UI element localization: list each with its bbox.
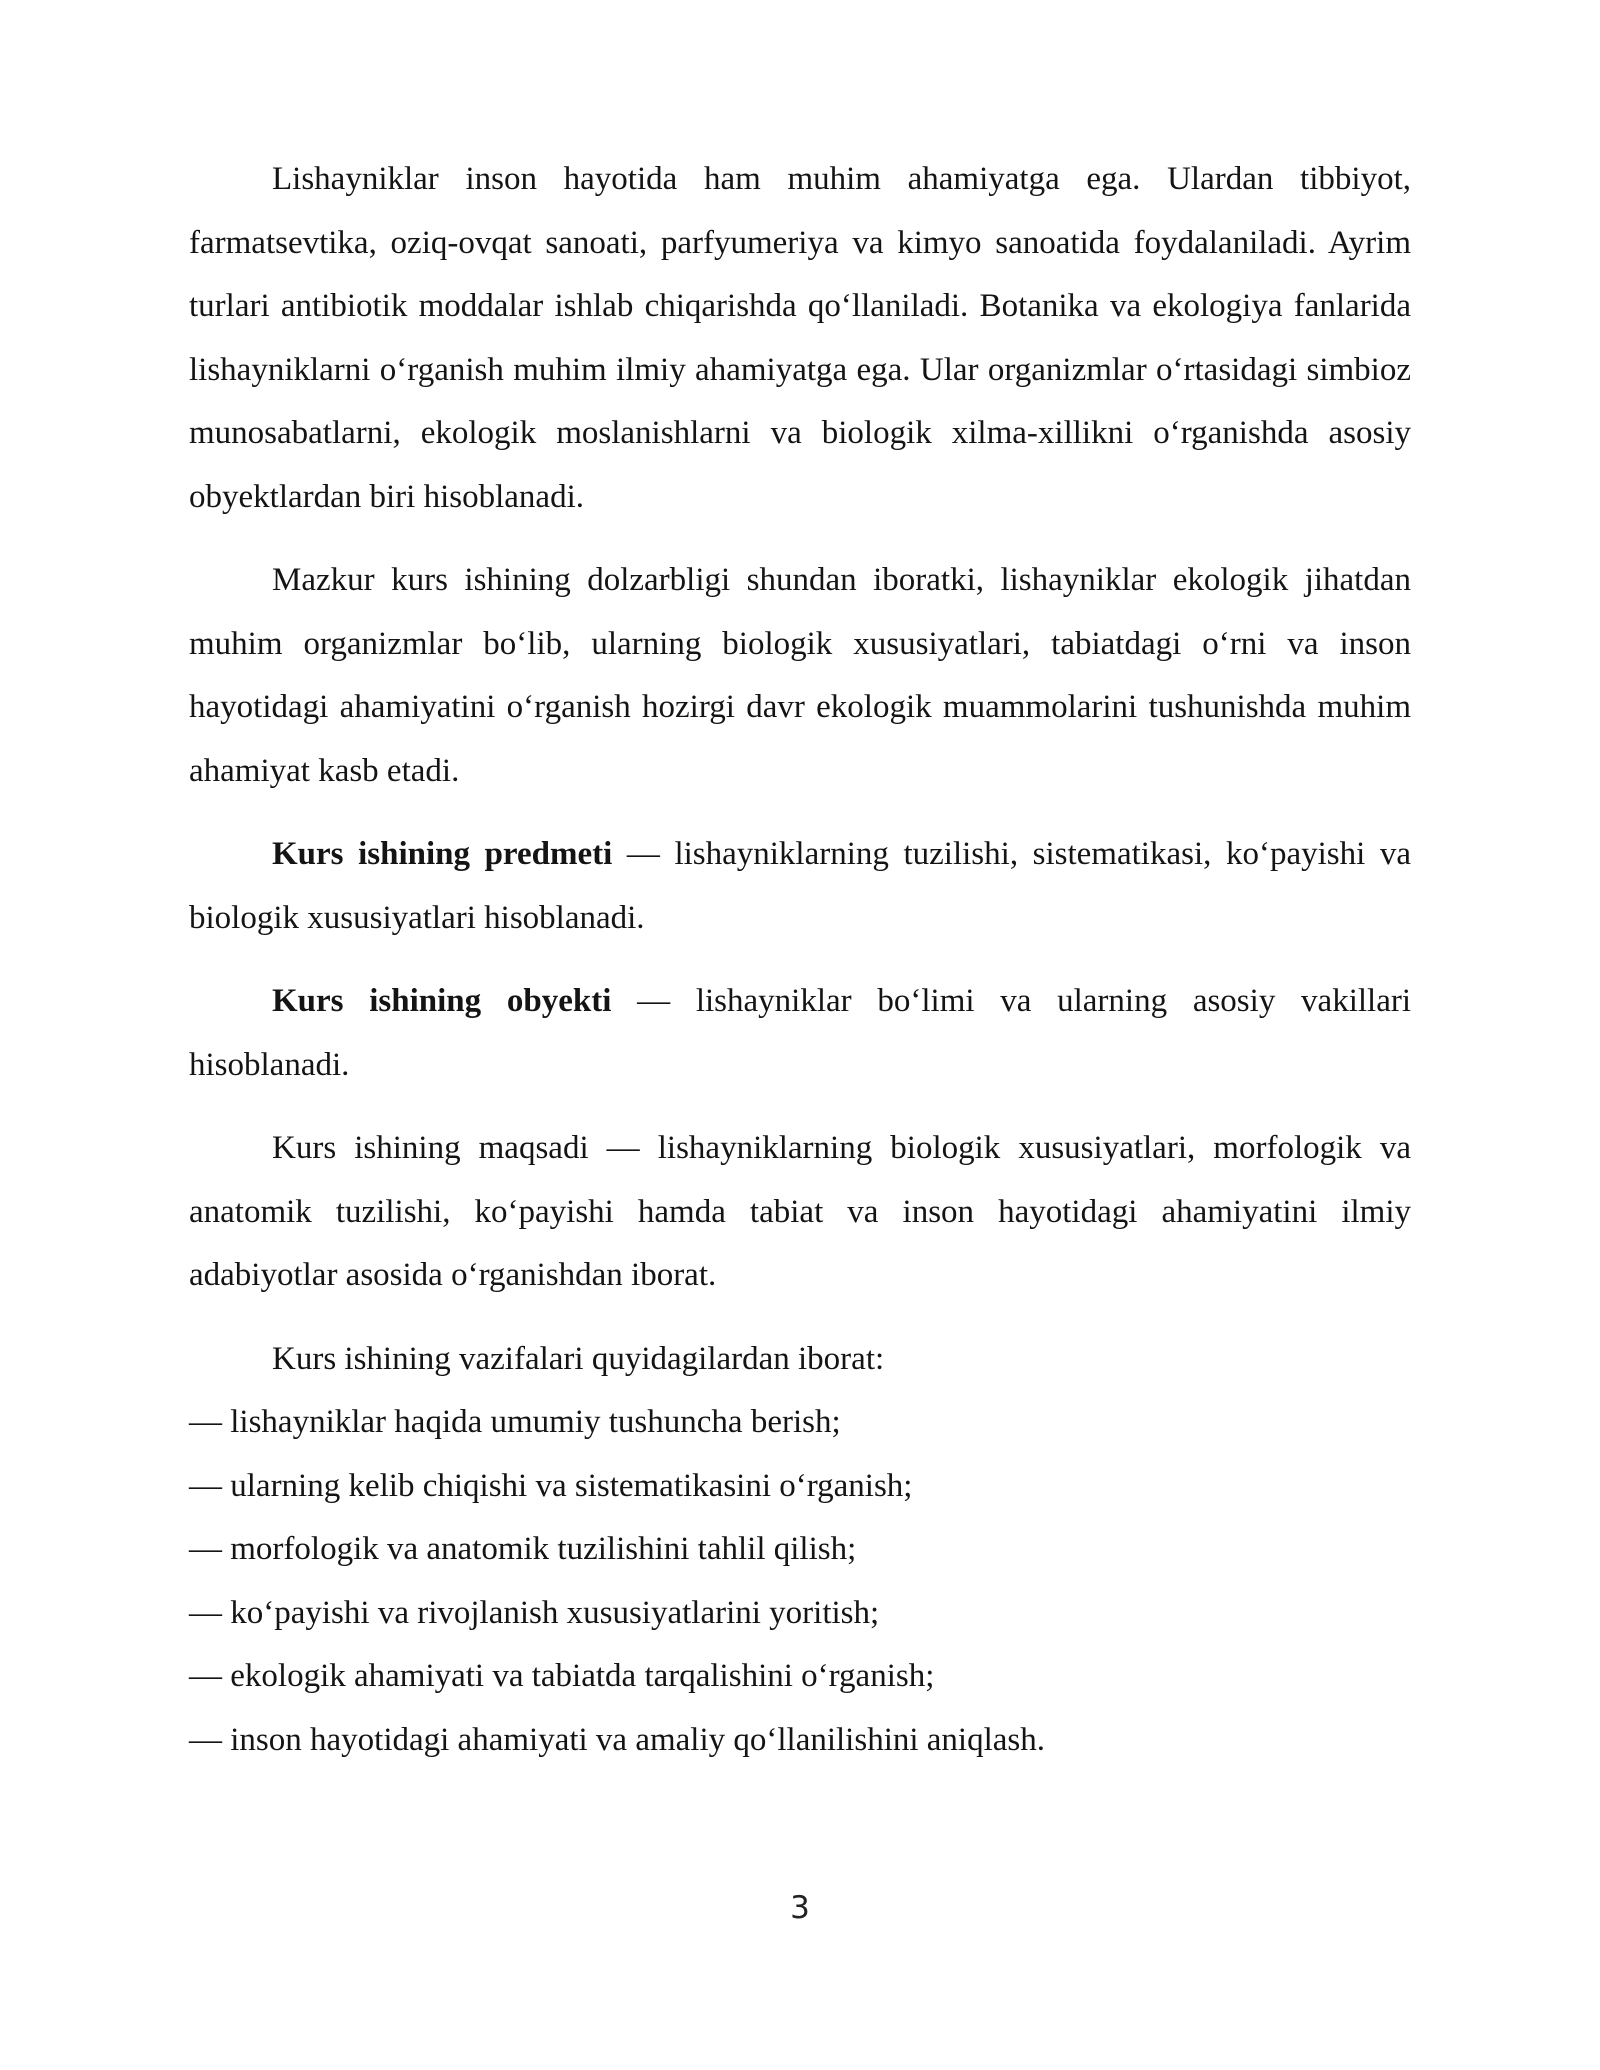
subject-text: — lishayniklarning tuzilishi, sistematikasi, ko‘payishi va biologik xususiyatlari hisoblanadi. [189,836,1411,936]
list-item: — ekologik ahamiyati va tabiatda tarqalishini o‘rganish; [189,1658,935,1694]
object-label: Kurs ishining obyekti [272,983,612,1019]
paragraph-relevance: Mazkur kurs ishining dolzarbligi shundan iboratki, lishayniklar ekologik jihatdan muhim organizmlar bo‘lib, ularning biologik xususiyatlari, tabiatdagi o‘rni va inson hayotidagi ahamiyatini o‘rganish hozirgi davr ekologik muammolarini tushunishda muhim ahamiyat kasb etadi. [189,562,1411,789]
page-body [189,148,1411,1772]
paragraph-object [189,970,1411,1097]
list-item: — ko‘payishi va rivojlanish xususiyatlarini yoritish; [189,1594,880,1631]
tasks-list [189,1391,1411,1772]
subject-label: Kurs ishining predmeti [272,836,613,872]
paragraph-goal: Kurs ishining maqsadi — lishayniklarning biologik xususiyatlari, morfologik va anatomik tuzilishi, ko‘payishi hamda tabiat va inson hayotidagi ahamiyatini ilmiy adabiyotlar asosida o‘rganishdan iborat. [189,1130,1411,1293]
tasks-intro: Kurs ishining vazifalari quyidagilardan iborat: [272,1340,885,1377]
page-number: 3 [790,1890,810,1926]
list-item: — inson hayotidagi ahamiyati va amaliy qo‘llanilishini aniqlash. [189,1721,1046,1758]
list-item: — lishayniklar haqida umumiy tushuncha berish; [189,1404,841,1440]
list-item: — morfologik va anatomik tuzilishini tahlil qilish; [189,1531,857,1567]
paragraph-importance: Lishayniklar inson hayotida ham muhim ahamiyatga ega. Ulardan tibbiyot, farmatsevtika, oziq-ovqat sanoati, parfyumeriya va kimyo sanoatida foydalaniladi. Ayrim turlari antibiotik moddalar ishlab chiqarishda qo‘llaniladi. Botanika va ekologiya fanlarida lishayniklarni o‘rganish muhim ilmiy ahamiyatga ega. Ular organizmlar o‘rtasidagi simbioz munosabatlarni, ekologik moslanishlarni va biologik xilma-xillikni o‘rganishda asosiy obyektlardan biri hisoblanadi. [189,161,1411,515]
list-item: — ularning kelib chiqishi va sistematikasini o‘rganish; [189,1467,913,1504]
paragraph-subject [189,823,1411,950]
object-text: — lishayniklar bo‘limi va ularning asosiy vakillari hisoblanadi. [189,983,1411,1083]
